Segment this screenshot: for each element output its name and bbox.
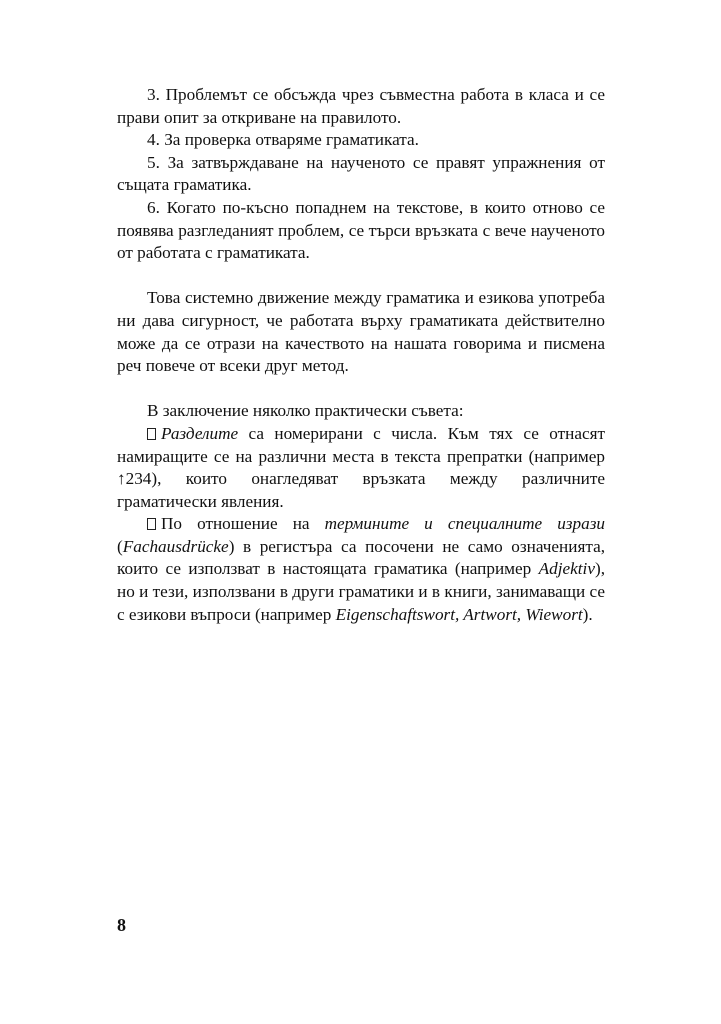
tip2-text-a: По отношение на (161, 514, 325, 534)
advice-tip-1 (117, 423, 605, 513)
list-item-5: 5. За затвърждаване на наученото се правят упражнения от същата граматика. (117, 152, 605, 195)
summary-paragraph: Това системно движение между граматика и езикова употреба ни дава сигурност, че работата върху граматиката действително може да се отрази на качеството на нашата говорима и писмена реч повече от всеки друг метод. (117, 288, 605, 376)
advice-tip-2 (117, 513, 605, 626)
spacer (117, 378, 605, 401)
tip1-term: Разделите (161, 423, 239, 443)
list-item-3: 3. Проблемът се обсъжда чрез съвместна работа в класа и се прави опит за откриване на правилото. (117, 85, 605, 127)
tip2-example-1: Adjektiv (538, 559, 595, 579)
tip2-german-term: Fachausdrücke (122, 536, 229, 556)
tip2-text-d: ), но и тези, използвани в други граматики и в книги, занимаващи се с езикови въпроси (например (117, 559, 605, 624)
tip2-text-b: ( (117, 536, 123, 556)
tip2-example-2: Eigenschaftswort, Artwort, Wiewort (335, 604, 583, 624)
body-text (117, 84, 605, 626)
list-item-6: 6. Когато по-късно попаднем на текстове, в които отново се появява разгледаният проблем, се търси връзката с вече наученото от работата с граматиката. (117, 197, 605, 263)
advice-intro: В заключение няколко практически съвета: (147, 401, 464, 421)
page-number: 8 (117, 915, 126, 935)
tip2-text-c: ) в регистъра са посочени не само означенията, които се използват в настоящата граматика (например (117, 536, 605, 579)
spacer (117, 265, 605, 288)
list-item-4: 4. За проверка отваряме граматиката. (147, 130, 419, 150)
checkbox-bullet-icon (147, 428, 156, 440)
tip2-term: термините и специалните изрази (324, 514, 605, 534)
tip1-text: са номерирани с числа. Към тях се отнасят намиращите се на различни места в текста препратки (например ↑234), които онагледяват връзката между различните граматически явления. (117, 423, 605, 511)
tip2-text-e: ). (582, 604, 593, 624)
checkbox-bullet-icon (147, 518, 156, 530)
